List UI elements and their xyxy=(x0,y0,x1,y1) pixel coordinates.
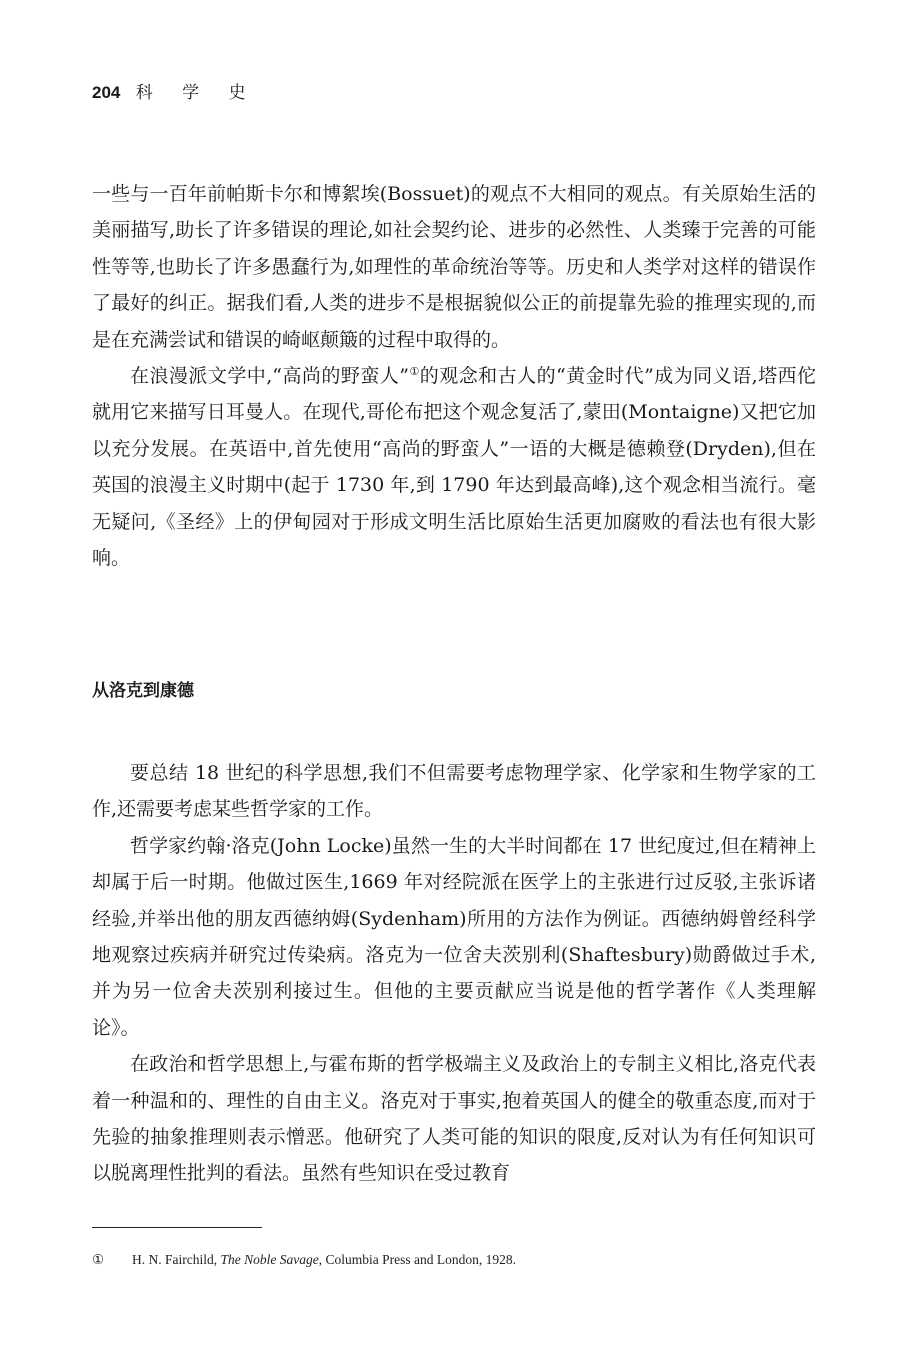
footnote xyxy=(92,1252,816,1268)
footnote-reference[interactable]: ① xyxy=(408,365,420,379)
paragraph xyxy=(92,358,816,576)
footnote-marker: ① xyxy=(92,1252,105,1267)
book-title: 科 学 史 xyxy=(135,83,258,103)
page-number: 204 xyxy=(92,83,121,102)
paragraph: 哲学家约翰·洛克(John Locke)虽然一生的大半时间都在 17 世纪度过,但在精神上却属于后一时期。他做过医生,1669 年对经院派在医学上的主张进行过反驳,主张诉诸经验,并举出他的朋友西德纳姆(Sydenham)所用的方法作为例证。西德纳姆曾经科学地观察过疾病并研究过传染病。洛克为一位舍夫茨别利(Shaftesbury)勋爵做过手术,并为另一位舍夫茨别利接过生。但他的主要贡献应当说是他的哲学著作《人类理解论》。 xyxy=(92,834,816,1039)
paragraph-text: 的观念和古人的“黄金时代”成为同义语,塔西佗就用它来描写日耳曼人。在现代,哥伦布把这个观念复活了,蒙田(Montaigne)又把它加以充分发展。在英语中,首先使用“高尚的野蛮人”一语的大概是德赖登(Dryden),但在英国的浪漫主义时期中(起于 1730 年,到 1790 年达到最高峰),这个观念相当流行。毫无疑问,《圣经》上的伊甸园对于形成文明生活比原始生活更加腐败的看法也有很大影响。 xyxy=(92,365,817,570)
paragraph: 在政治和哲学思想上,与霍布斯的哲学极端主义及政治上的专制主义相比,洛克代表着一种温和的、理性的自由主义。洛克对于事实,抱着英国人的健全的敬重态度,而对于先验的抽象推理则表示憎恶。他研究了人类可能的知识的限度,反对认为有任何知识可以脱离理性批判的看法。虽然有些知识在受过教育 xyxy=(92,1053,816,1185)
footnote-title: The Noble Savage xyxy=(220,1252,319,1267)
paragraph-text: 在浪漫派文学中,“高尚的野蛮人” xyxy=(130,365,409,388)
paragraph: 要总结 18 世纪的科学思想,我们不但需要考虑物理学家、化学家和生物学家的工作,还需要考虑某些哲学家的工作。 xyxy=(92,762,816,821)
paragraph: 一些与一百年前帕斯卡尔和博絮埃(Bossuet)的观点不大相同的观点。有关原始生活的美丽描写,助长了许多错误的理论,如社会契约论、进步的必然性、人类臻于完善的可能性等等,也助长了许多愚蠢行为,如理性的革命统治等等。历史和人类学对这样的错误作了最好的纠正。据我们看,人类的进步不是根据貌似公正的前提靠先验的推理实现的,而是在充满尝试和错误的崎岖颠簸的过程中取得的。 xyxy=(92,183,816,351)
footnote-author: H. N. Fairchild, xyxy=(132,1252,218,1267)
body-text-section-1 xyxy=(92,176,816,576)
footnote-divider xyxy=(92,1227,262,1228)
section-heading: 从洛克到康德 xyxy=(92,681,194,701)
running-header xyxy=(92,78,258,103)
footnote-publisher: , Columbia Press and London, 1928. xyxy=(318,1252,516,1267)
body-text-section-2 xyxy=(92,755,816,1192)
